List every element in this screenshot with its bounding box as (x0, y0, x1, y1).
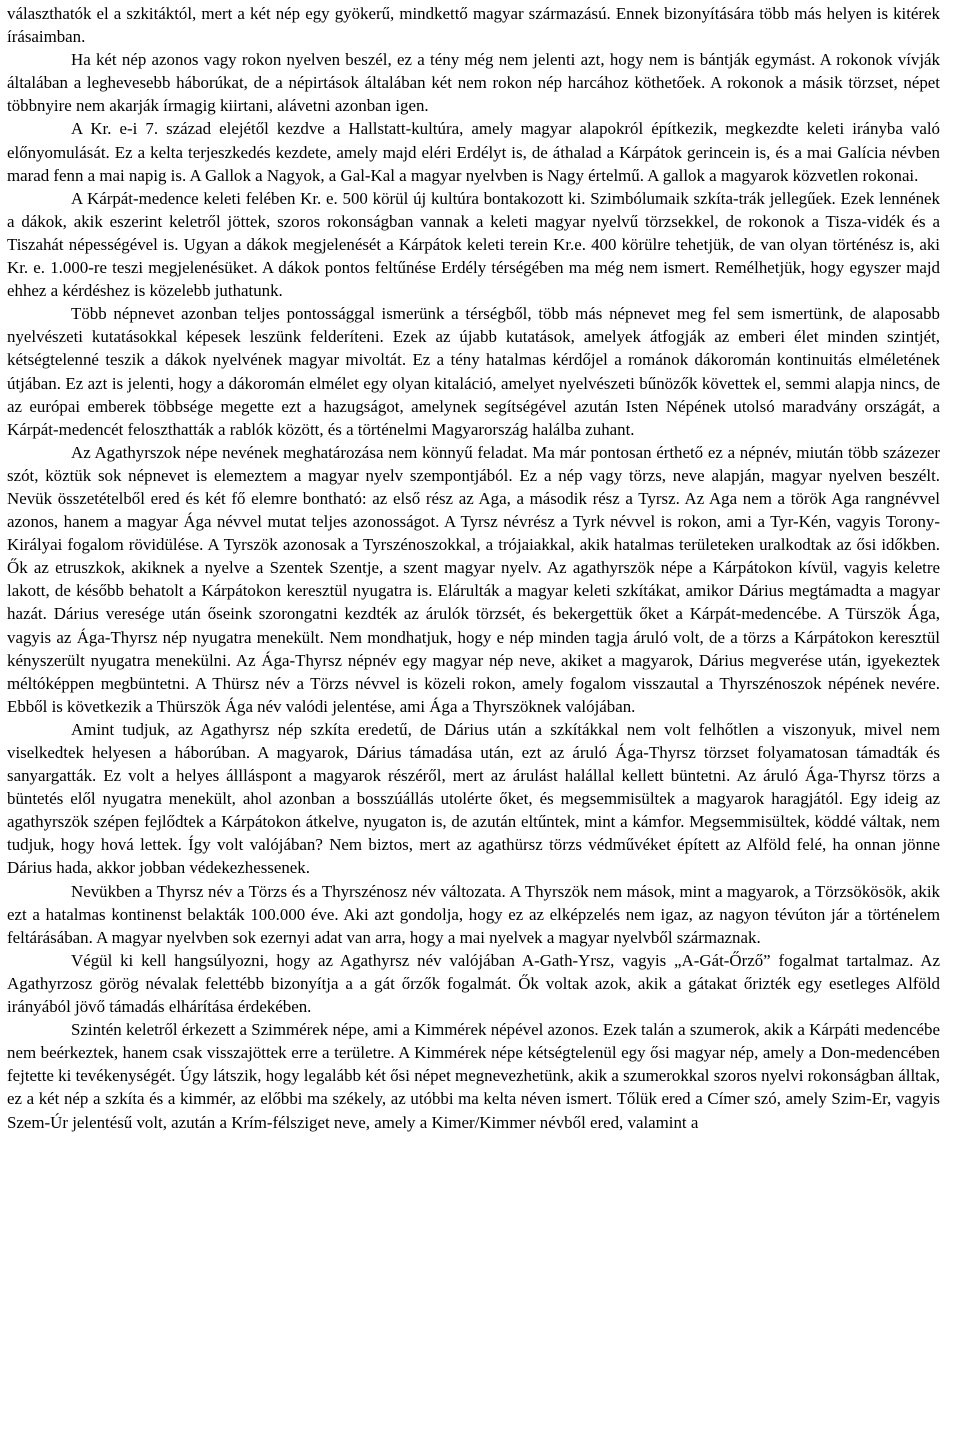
paragraph: választhatók el a szkitáktól, mert a két nép egy gyökerű, mindkettő magyar származású. Ennek bizonyítására több más helyen is kitérek írásaimban. (7, 4, 940, 47)
paragraph: Amint tudjuk, az Agathyrsz nép szkíta eredetű, de Dárius után a szkítákkal nem volt felhőtlen a viszonyuk, mivel nem viselkedtek helyesen a háborúban. A magyarok, Dárius támadása után, ezt az áruló Ága-Thyrsz törzset folyamatosan támadták és sanyargatták. Ez volt a helyes állláspont a magyarok részéről, mert az árulást halállal kellett büntetni. Az áruló Ága-Thyrsz törzs a büntetés elől nyugatra menekült, ahol azonban a bosszúállás utolérte őket, és megsemmisültek a magyarok haragjától. Egy ideig az agathyrszök szépen fejlődtek a Kárpátokon átkelve, nyugaton is, de azután eltűntek, mint a kámfor. Megsemmisültek, köddé váltak, nem tudjuk, hogy hová lettek. Így volt valójában? Nem biztos, mert az agathürsz törzs védművéket épített az Alföld felé, ha onnan jönne Dárius hada, akkor jobban védekezhessenek. (7, 719, 940, 878)
paragraph: A Kárpát-medence keleti felében Kr. e. 500 körül új kultúra bontakozott ki. Szimbólumaik szkíta-trák jellegűek. Ezek lennének a dákok, akik eszerint keletről jöttek, szoros rokonságban vannak a keleti magyar nyelvű törzsekkel, de rokonok a Tisza-vidék és a Tiszahát népességével is. Ugyan a dákok megjelenését a Kárpátok keleti terein Kr.e. 400 körülre tehetjük, de van olyan történész is, aki Kr. e. 1.000-re teszi megjelenésüket. A dákok pontos feltűnése Erdély térségében ma még nem ismert. Remélhetjük, hogy egyszer majd ehhez a kérdéshez is közelebb juthatunk. (7, 188, 940, 301)
paragraph: Több népnevet azonban teljes pontossággal ismerünk a térségből, több más népnevet meg fel sem ismertünk, de alaposabb nyelvészeti kutatásokkal képesek leszünk felderíteni. Ezek az újabb kutatások, amelyek átfogják az emberi élet minden szintjét, kétségtelenné teszik a dákok nyelvének magyar mivoltát. Ez a tény hatalmas kérdőjel a románok dákoromán kontinuitás elméletének útjában. Ez azt is jelenti, hogy a dákoromán elmélet egy olyan kitaláció, amelyet nyelvészeti bűnözők követtek el, semmi alapja nincs, de az európai emberek többsége megette ezt a hazugságot, amelynek segítségével azután Isten Népének utolsó maradvány országát, a Kárpát-medencét feloszthatták a rablók között, és a történelmi Magyarország halálba zuhant. (7, 304, 940, 439)
paragraph: Szintén keletről érkezett a Szimmérek népe, ami a Kimmérek népével azonos. Ezek talán a szumerok, akik a Kárpáti medencébe nem beérkeztek, hanem csak visszajöttek erre a területre. A Kimmérek népe kétségtelenül egy ősi magyar nép, amely a Don-medencében fejtette ki tevékenységét. Úgy látszik, hogy legalább két ősi népet megnevezhetünk, akik a szumerokkal szoros nyelvi rokonságban álltak, ez a két nép a szkíta és a kimmér, az előbbi ma székely, az utóbbi ma kelta néven ismert. Tőlük ered a Címer szó, amely Szim-Er, vagyis Szem-Úr jelentésű volt, azután a Krím-félsziget neve, amely a Kimer/Kimmer névből ered, valamint a (7, 1020, 940, 1132)
paragraph: Az Agathyrszok népe nevének meghatározása nem könnyű feladat. Ma már pontosan érthető ez a népnév, miután több százezer szót, köztük sok népnevet is elemeztem a magyar nyelv szempontjából. Ez a nép vagy törzs, neve alapján, magyar nyelven beszélt. Nevük összetételből ered és két fő elemre bontható: az első rész az Aga, a második rész a Tyrsz. Az Aga nem a török Aga rangnévvel azonos, hanem a magyar Ága névvel mutat teljes azonosságot. A Tyrsz névrész a Tyrk névvel is rokon, ami a Tyr-Kén, vagyis Torony-Királyai fogalom rövidülése. A Tyrszök azonosak a Tyrszénoszokkal, a trójaiakkal, akik hatalmas területeken uralkodtak az ősi időkben. Ők az etruszkok, akiknek a nyelve a Szentek Szentje, a szent magyar nyelv. Az agathyrszök népe a Kárpátokon kívül, vagyis keletre lakott, de később behatolt a Kárpátokon keresztül nyugatra is. Elárulták a magyar keleti szkítákat, amikor Dárius megtámadta a magyar hazát. Dárius veresége után őseink szorongatni kezdték az árulók törzsét, és bekergettük őket a Kárpát-medencébe. A Türszök Ága, vagyis az Ága-Thyrsz nép nyugatra menekült. Nem mondhatjuk, hogy e nép minden tagja áruló volt, de a törzs a Kárpátokon keresztül kényszerült nyugatra menekülni. Az Ága-Thyrsz népnév egy magyar nép neve, akiket a magyarok, Dárius megverése után, igyekeztek méltóképpen megbüntetni. A Thürsz név a Törzs névvel is közeli rokon, amely fogalom visszautal a Thyrszénoszok népének nevére. Ebből is következik a Thürszök Ága név valódi jelentése, ami Ága a Thyrszöknek valójában. (7, 442, 940, 716)
paragraph: Ha két nép azonos vagy rokon nyelven beszél, ez a tény még nem jelenti azt, hogy nem is bántják egymást. A rokonok vívják általában a leghevesebb háborúkat, de a népirtások általában két nem rokon nép harcához köthetőek. A rokonok a másik törzset, népet többnyire nem akarják írmagig kiirtani, alávetni azonban igen. (7, 50, 940, 116)
paragraph: Végül ki kell hangsúlyozni, hogy az Agathyrsz név valójában A-Gath-Yrsz, vagyis „A-Gát-Őrző” fogalmat tartalmaz. Az Agathyrzosz görög névalak felettébb bizonyítja a a gát őrzők fogalmát. Ők voltak azok, akik a gátakat őrizték egy esetleges Alföld irányából jövő támadás elhárítása érdekében. (7, 950, 940, 1017)
paragraph: Nevükben a Thyrsz név a Törzs és a Thyrszénosz név változata. A Thyrszök nem mások, mint a magyarok, a Törzsökösök, akik ezt a hatalmas kontinenst belakták 100.000 éve. Aki azt gondolja, hogy ez az elképzelés nem igaz, az nagyon tévúton jár a történelem feltárásában. A magyar nyelvben sok ezernyi adat van arra, hogy a mai nyelvek a magyar nyelvből származnak. (7, 881, 940, 947)
paragraph: A Kr. e-i 7. század elejétől kezdve a Hallstatt-kultúra, amely magyar alapokról építkezik, megkezdte keleti irányba való előnyomulását. Ez a kelta terjeszkedés kezdete, amely majd eléri Erdélyt is, de áthalad a Kárpátok gerincein is, és a mai Galícia névben marad fenn a mai napig is. A Gallok a Nagyok, a Gal-Kal a magyar nyelvben is Nagy értelmű. A gallok a magyarok közvetlen rokonai. (7, 119, 940, 185)
